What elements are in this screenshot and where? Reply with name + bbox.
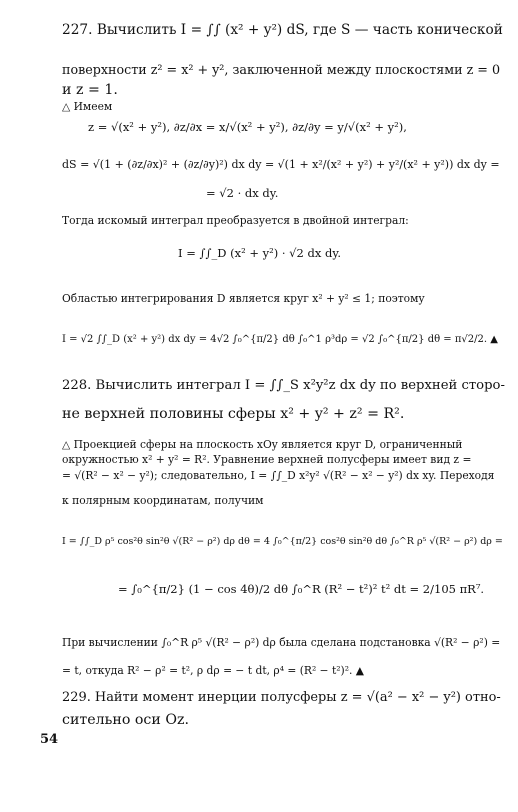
solution-228-equation-2: = ∫₀^{π/2} (1 − cos 4θ)/2 dθ ∫₀^R (R² − t²)² t² dt = 2/105 πR⁷. — [118, 582, 485, 596]
solution-227-equation-4: I = ∫∫_D (x² + y²) · √2 dx dy. — [178, 246, 341, 260]
solution-228-text-1: △ Проекцией сферы на плоскость xOy является круг D, ограниченный — [62, 438, 463, 451]
solution-227-equation-5: I = √2 ∫∫_D (x² + y²) dx dy = 4√2 ∫₀^{π/2} dθ ∫₀^1 ρ³dρ = √2 ∫₀^{π/2} dθ = π√2/2. ▲ — [62, 334, 498, 345]
problem-227-line-3: и z = 1. — [62, 82, 118, 98]
solution-228-text-5: При вычислении ∫₀^R ρ⁵ √(R² − ρ²) dρ была сделана подстановка √(R² − ρ²) = — [62, 636, 501, 649]
solution-227-text-2: Областью интегрирования D является круг x² + y² ≤ 1; поэтому — [62, 292, 425, 305]
problem-229-line-2: сительно оси Oz. — [62, 712, 189, 728]
problem-227-line-2: поверхности z² = x² + y², заключенной между плоскостями z = 0 — [62, 62, 501, 77]
solution-228-text-4: к полярным координатам, получим — [62, 494, 264, 507]
solution-227-equation-2: dS = √(1 + (∂z/∂x)² + (∂z/∂y)²) dx dy = √(1 + x²/(x² + y²) + y²/(x² + y²)) dx dy = — [62, 158, 500, 171]
solution-227-equation-1: z = √(x² + y²), ∂z/∂x = x/√(x² + y²), ∂z/∂y = y/√(x² + y²), — [88, 120, 407, 134]
solution-227-equation-3: = √2 · dx dy. — [206, 186, 279, 200]
solution-228-text-6: = t, откуда R² − ρ² = t², ρ dρ = − t dt, ρ⁴ = (R² − t²)². ▲ — [62, 664, 365, 677]
solution-228-text-3: = √(R² − x² − y²); следовательно, I = ∫∫_D x²y² √(R² − x² − y²) dx xy. Переходя — [62, 469, 495, 482]
problem-227-line-1: 227. Вычислить I = ∫∫ (x² + y²) dS, где S — часть конической — [62, 22, 503, 38]
solution-227-text-1: Тогда искомый интеграл преобразуется в двойной интеграл: — [62, 214, 409, 227]
problem-228-line-1: 228. Вычислить интеграл I = ∫∫_S x²y²z dx dy по верхней сторо- — [62, 378, 505, 393]
problem-228-line-2: не верхней половины сферы x² + y² + z² = R². — [62, 406, 405, 422]
solution-228-text-2: окружностью x² + y² = R². Уравнение верхней полусферы имеет вид z = — [62, 453, 472, 466]
page-number: 54 — [40, 732, 59, 747]
problem-229-line-1: 229. Найти момент инерции полусферы z = √(a² − x² − y²) отно- — [62, 690, 501, 705]
solution-228-equation-1: I = ∫∫_D ρ⁵ cos²θ sin²θ √(R² − ρ²) dρ dθ = 4 ∫₀^{π/2} cos²θ sin²θ dθ ∫₀^R ρ⁵ √(R² − ρ²) dρ = — [62, 536, 503, 547]
solution-227-intro: △ Имеем — [62, 100, 113, 113]
